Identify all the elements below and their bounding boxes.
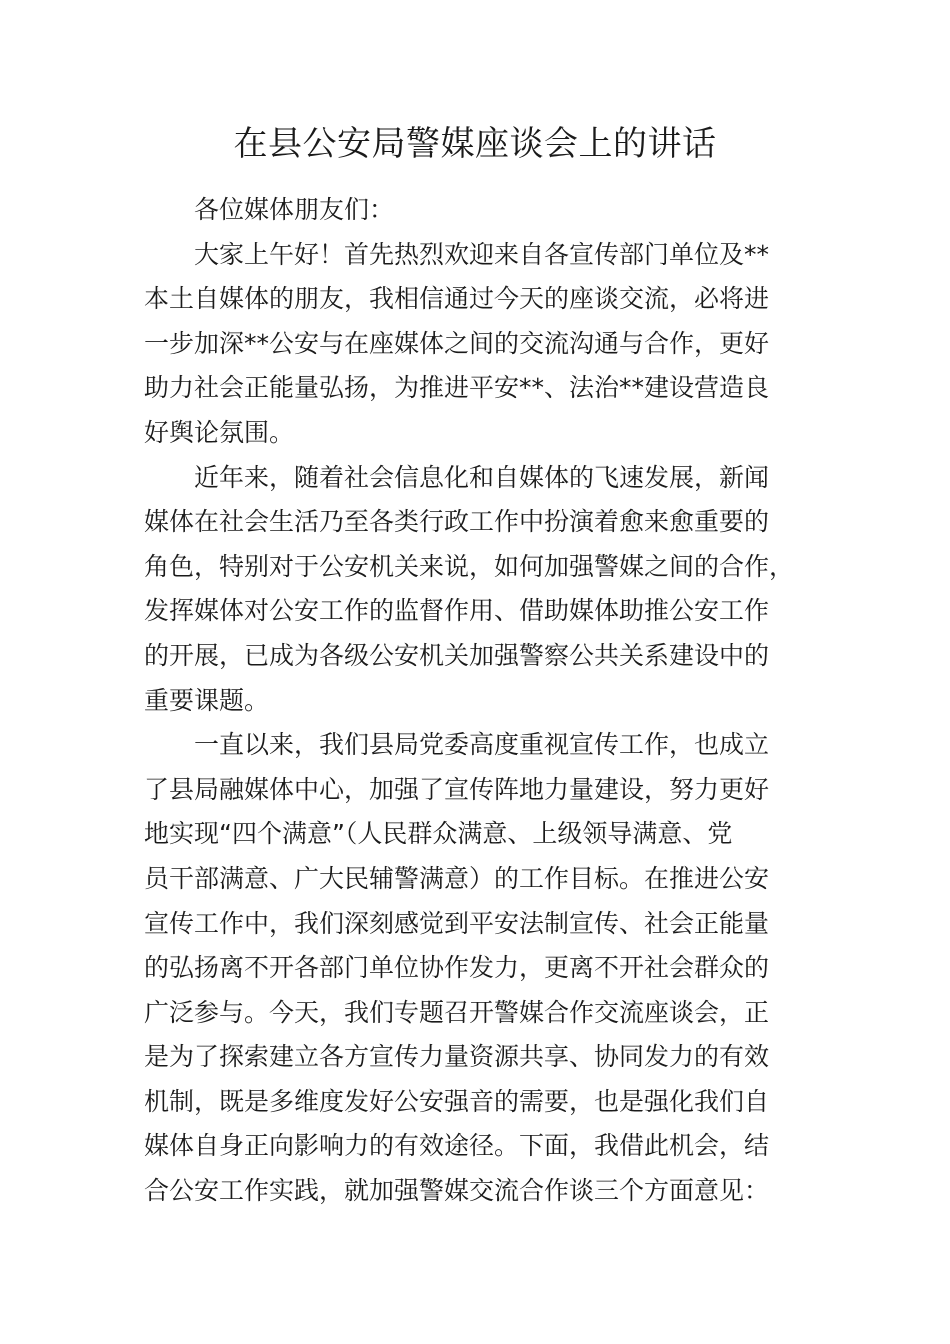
paragraph-3-line: 机制，既是多维度发好公安强音的需要，也是强化我们自 (144, 1086, 770, 1116)
paragraph-2-line: 发挥媒体对公安工作的监督作用、借助媒体助推公安工作 (144, 596, 770, 626)
paragraph-2-line: 角色，特别对于公安机关来说，如何加强警媒之间的合作， (144, 551, 795, 581)
document-body (144, 188, 794, 1214)
paragraph-3-line: 广泛参与。今天，我们专题召开警媒合作交流座谈会，正 (144, 997, 770, 1027)
paragraph-2-line: 媒体在社会生活乃至各类行政工作中扮演着愈来愈重要的 (144, 507, 770, 537)
paragraph-2-line: 重要课题。 (144, 685, 270, 715)
paragraph-1-line: 好舆论氛围。 (144, 417, 295, 447)
paragraph-3-line: 了县局融媒体中心，加强了宣传阵地力量建设，努力更好 (144, 774, 770, 804)
paragraph-1-line: 本土自媒体的朋友，我相信通过今天的座谈交流，必将进 (144, 284, 770, 314)
paragraph-3-line: 是为了探索建立各方宣传力量资源共享、协同发力的有效 (144, 1042, 770, 1072)
paragraph-3-line: 的弘扬离不开各部门单位协作发力，更离不开社会群众的 (144, 953, 770, 983)
paragraph-2-line: 近年来，随着社会信息化和自媒体的飞速发展，新闻 (194, 462, 770, 492)
paragraph-1-line: 助力社会正能量弘扬，为推进平安**、法治**建设营造良 (144, 373, 770, 403)
paragraph-3-line: 一直以来，我们县局党委高度重视宣传工作，也成立 (194, 730, 770, 760)
paragraph-3-line: 媒体自身正向影响力的有效途径。下面，我借此机会，结 (144, 1131, 770, 1161)
paragraph-1-line: 大家上午好！首先热烈欢迎来自各宣传部门单位及** (194, 239, 770, 269)
paragraph-3-line: 宣传工作中，我们深刻感觉到平安法制宣传、社会正能量 (144, 908, 770, 938)
paragraph-1-line: 一步加深**公安与在座媒体之间的交流沟通与合作，更好 (144, 328, 770, 358)
paragraph-3-line: 员干部满意、广大民辅警满意）的工作目标。在推进公安 (144, 863, 770, 893)
paragraph-3-line: 合公安工作实践，就加强警媒交流合作谈三个方面意见： (144, 1176, 770, 1206)
document-title: 在县公安局警媒座谈会上的讲话 (233, 124, 717, 164)
paragraph-3-line: 地实现“四个满意”（人民群众满意、上级领导满意、党 (144, 819, 733, 849)
salutation-line: 各位媒体朋友们： (194, 195, 395, 224)
paragraph-2-line: 的开展，已成为各级公安机关加强警察公共关系建设中的 (144, 640, 770, 670)
